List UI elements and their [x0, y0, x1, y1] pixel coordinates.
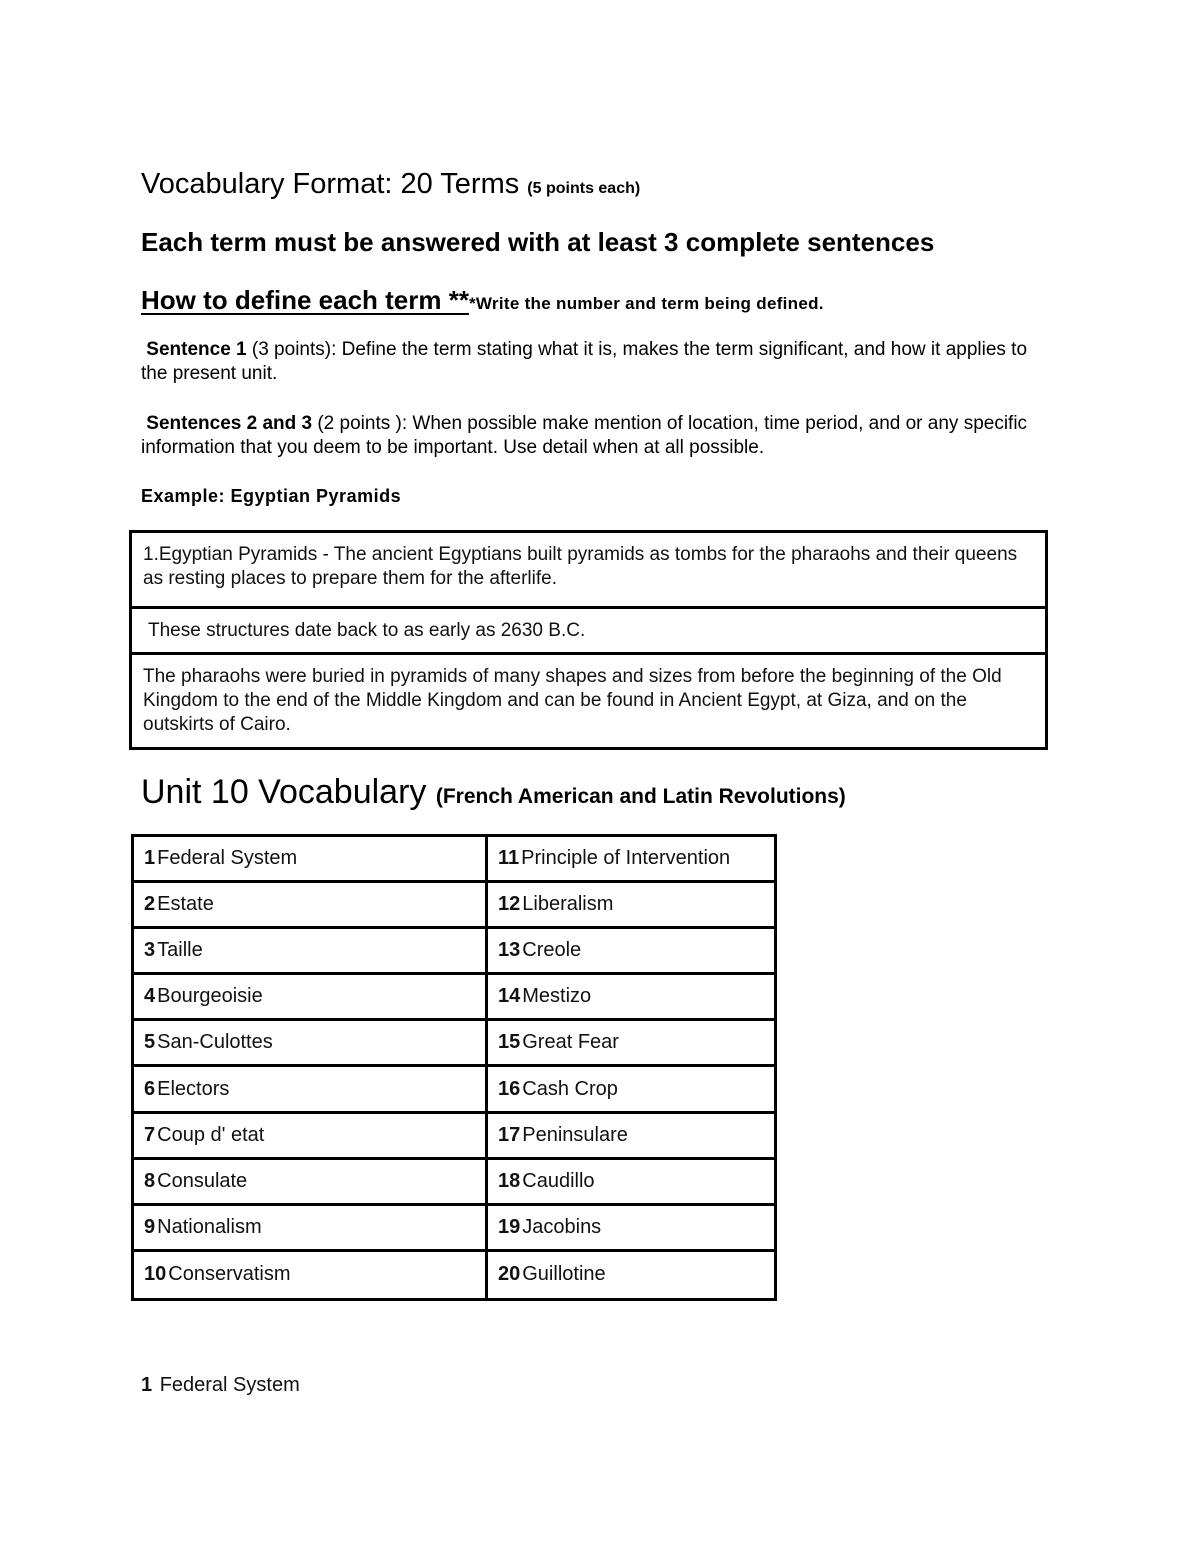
term-number: 2	[144, 893, 156, 916]
term-number: 5	[144, 1031, 156, 1054]
term-text: Nationalism	[157, 1215, 262, 1238]
sentence1-instruction	[141, 338, 1056, 386]
term-text: Coup d' etat	[157, 1123, 265, 1146]
vocab-cell	[134, 883, 488, 929]
term-number: 4	[144, 985, 156, 1008]
sentence23-text: (2 points ): When possible make mention of location, time period, and or any specific information that you deem to be important. Use detail when at all possible.	[141, 413, 1028, 458]
term-number: 15	[498, 1031, 521, 1054]
term-text: Great Fear	[522, 1031, 619, 1054]
vocab-cell	[488, 883, 774, 929]
term-text: Cash Crop	[522, 1077, 618, 1100]
term-number: 16	[498, 1077, 521, 1100]
term-number: 3	[144, 939, 156, 962]
term-number: 12	[498, 893, 521, 916]
vocab-cell	[488, 837, 774, 883]
vocab-cell	[488, 1252, 774, 1298]
page-title	[141, 166, 640, 207]
vocab-cell	[134, 1160, 488, 1206]
term-text: Bourgeoisie	[157, 985, 263, 1008]
term-number: 1	[141, 1374, 153, 1396]
term-number: 14	[498, 985, 521, 1008]
term-text: San-Culottes	[157, 1031, 273, 1054]
term-number: 9	[144, 1215, 156, 1238]
vocab-cell	[134, 1067, 488, 1113]
vocab-cell	[134, 1206, 488, 1252]
term-number: 17	[498, 1123, 521, 1146]
unit-subtitle: (French American and Latin Revolutions)	[435, 785, 846, 808]
title-text: Vocabulary Format: 20 Terms	[141, 168, 520, 200]
howto-note-text: *Write the number and term being defined.	[468, 294, 824, 313]
term-number: 8	[144, 1169, 156, 1192]
vocab-cell	[134, 1114, 488, 1160]
vocab-cell	[488, 975, 774, 1021]
term-number: 13	[498, 939, 521, 962]
vocab-cell	[488, 1114, 774, 1160]
example-label: Example: Egyptian Pyramids	[141, 486, 402, 506]
example-row: The pharaohs were buried in pyramids of many shapes and sizes from before the beginning of the Old Kingdom to the end of the Middle Kingdom and can be found in Ancient Egypt, at Giza, and on the outskirts of Cairo.	[132, 652, 1045, 747]
term-number: 10	[144, 1263, 167, 1286]
term-number: 18	[498, 1169, 521, 1192]
vocab-cell	[488, 929, 774, 975]
first-term-heading	[141, 1372, 300, 1398]
term-text: Electors	[157, 1077, 230, 1100]
term-text: Conservatism	[168, 1263, 291, 1286]
term-text: Liberalism	[522, 893, 614, 916]
term-number: 20	[498, 1263, 521, 1286]
term-number: 1	[144, 847, 156, 870]
sentence1-label: Sentence 1	[146, 339, 247, 360]
vocab-cell	[488, 1021, 774, 1067]
term-text: Guillotine	[522, 1263, 606, 1286]
vocab-cell	[488, 1206, 774, 1252]
term-text: Federal System	[159, 1374, 300, 1396]
vocab-cell	[134, 1252, 488, 1298]
vocab-cell	[134, 929, 488, 975]
example-row: These structures date back to as early as 2630 B.C.	[132, 606, 1045, 652]
sentence23-instruction	[141, 412, 1056, 460]
unit-title	[141, 770, 846, 819]
unit-title-text: Unit 10 Vocabulary	[141, 773, 427, 811]
term-number: 19	[498, 1215, 521, 1238]
vocabulary-table	[131, 834, 777, 1301]
vocab-cell	[134, 975, 488, 1021]
example-table	[129, 530, 1048, 750]
term-text: Mestizo	[522, 985, 592, 1008]
term-text: Estate	[157, 893, 214, 916]
howto-main-text: How to define each term **	[141, 285, 469, 315]
term-text: Creole	[522, 939, 582, 962]
term-text: Jacobins	[522, 1215, 602, 1238]
term-number: 7	[144, 1123, 156, 1146]
term-number: 11	[498, 847, 520, 870]
requirement-heading: Each term must be answered with at least 3 complete sentences	[141, 227, 935, 257]
sentence23-label: Sentences 2 and 3	[146, 413, 313, 434]
sentence1-text: (3 points): Define the term stating what it is, makes the term significant, and how it applies to the present unit.	[141, 339, 1028, 384]
vocab-cell	[134, 837, 488, 883]
vocab-cell	[488, 1067, 774, 1113]
term-text: Taille	[157, 939, 203, 962]
term-text: Consulate	[157, 1169, 248, 1192]
vocab-cell	[488, 1160, 774, 1206]
term-text: Caudillo	[522, 1169, 595, 1192]
example-row: 1.Egyptian Pyramids - The ancient Egyptians built pyramids as tombs for the pharaohs and their queens as resting places to prepare them for the afterlife.	[143, 544, 1018, 589]
vocab-cell	[134, 1021, 488, 1067]
points-note: (5 points each)	[527, 180, 641, 197]
term-text: Federal System	[157, 847, 298, 870]
term-number: 6	[144, 1077, 156, 1100]
term-text: Peninsulare	[522, 1123, 628, 1146]
term-text: Principle of Intervention	[521, 847, 731, 870]
howto-heading	[141, 283, 824, 321]
